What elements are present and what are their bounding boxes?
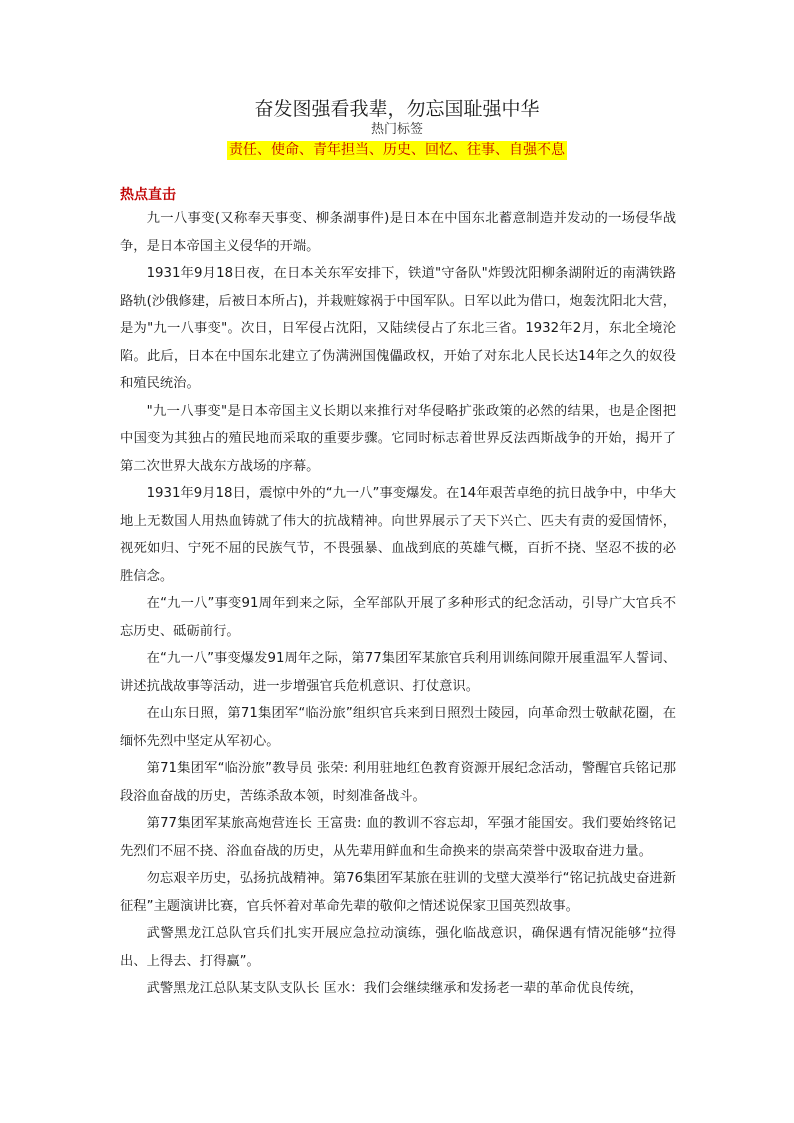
tags-heading: 热门标签: [370, 122, 423, 137]
paragraph: "九一八事变"是日本帝国主义长期以来推行对华侵略扩张政策的必然的结果，也是企图把中国变为其独占的殖民地而采取的重要步骤。它同时标志着世界反法西斯战争的开始，揭开了第二次世界大战东方战场的序幕。: [120, 403, 676, 474]
paragraph: 在“九一八”事变91周年到来之际，全军部队开展了多种形式的纪念活动，引导广大官兵不忘历史、砥砺前行。: [120, 596, 676, 639]
paragraph: 1931年9月18日夜，在日本关东军安排下，铁道"守备队"炸毁沈阳柳条湖附近的南满铁路路轨(沙俄修建，后被日本所占)，并栽赃嫁祸于中国军队。日军以此为借口，炮轰沈阳北大营，是为"九一八事变"。次日，日军侵占沈阳，又陆续侵占了东北三省。1932年2月，东北全境沦陷。此后，日本在中国东北建立了伪满洲国傀儡政权，开始了对东北人民长达14年之久的奴役和殖民统治。: [120, 266, 676, 391]
paragraph: 在山东日照，第71集团军“临汾旅”组织官兵来到日照烈士陵园，向革命烈士敬献花圈，在缅怀先烈中坚定从军初心。: [120, 706, 676, 749]
section-heading: 热点直击: [120, 187, 176, 203]
paragraph: 武警黑龙江总队某支队支队长 匡水：我们会继续继承和发扬老一辈的革命优良传统，: [146, 981, 643, 996]
paragraph: 第77集团军某旅高炮营连长 王富贵: 血的教训不容忘却，军强才能国安。我们要始终铭记先烈们不屈不挠、浴血奋战的历史，从先辈用鲜血和生命换来的崇高荣誉中汲取奋进力量。: [120, 816, 676, 859]
article-body: [120, 205, 676, 1003]
paragraph: 勿忘艰辛历史，弘扬抗战精神。第76集团军某旅在驻训的戈壁大漠举行“铭记抗战史奋进新征程”主题演讲比赛，官兵怀着对革命先辈的敬仰之情述说保家卫国英烈故事。: [120, 871, 676, 914]
paragraph: 九一八事变(又称奉天事变、柳条湖事件)是日本在中国东北蓄意制造并发动的一场侵华战争，是日本帝国主义侵华的开端。: [120, 211, 676, 254]
paragraph: 1931年9月18日，震惊中外的“九一八”事变爆发。在14年艰苦卓绝的抗日战争中，中华大地上无数国人用热血铸就了伟大的抗战精神。向世界展示了天下兴亡、匹夫有责的爱国情怀，视死如归、宁死不屈的民族气节，不畏强暴、血战到底的英雄气概，百折不挠、坚忍不拔的必胜信念。: [120, 486, 676, 584]
document-title: 奋发图强看我辈，勿忘国耻强中华: [254, 98, 540, 120]
tags-row: [0, 139, 794, 160]
paragraph: 第71集团军“临汾旅”教导员 张荣: 利用驻地红色教育资源开展纪念活动，警醒官兵铭记那段浴血奋战的历史，苦练杀敌本领，时刻准备战斗。: [120, 761, 676, 804]
paragraph: 在“九一八”事变爆发91周年之际，第77集团军某旅官兵利用训练间隙开展重温军人誓词、讲述抗战故事等活动，进一步增强官兵危机意识、打仗意识。: [120, 651, 676, 694]
paragraph: 武警黑龙江总队官兵们扎实开展应急拉动演练，强化临战意识，确保遇有情况能够“拉得出、上得去、打得赢”。: [120, 926, 676, 969]
tags-list: 责任、使命、青年担当、历史、回忆、往事、自强不息: [229, 142, 565, 158]
